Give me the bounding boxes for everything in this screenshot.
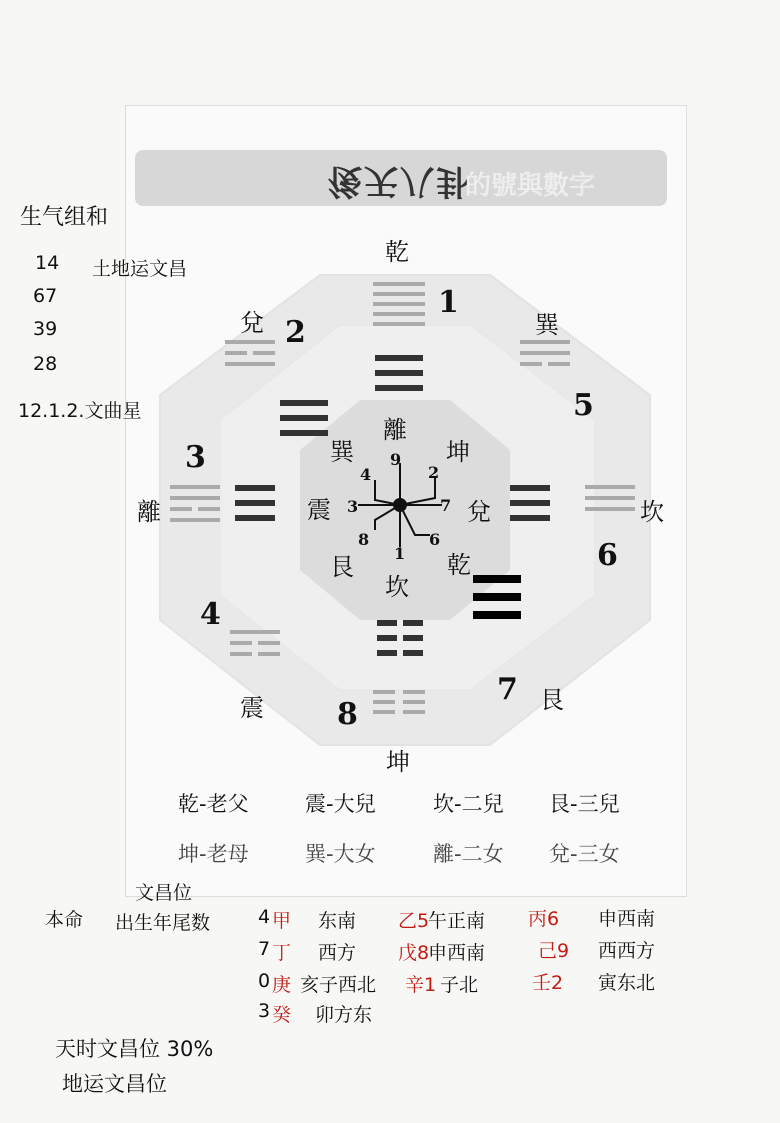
note-line: 12.1.2.文曲星 — [18, 400, 142, 422]
label-qian-inner: 乾 — [447, 551, 471, 579]
center-number-4: 4 — [360, 465, 372, 484]
title-ghost: 的號與數字 — [465, 171, 596, 201]
note-row-n2: 戊8 — [398, 942, 430, 964]
note-row-n3: 壬2 — [532, 972, 564, 994]
label-zhen-inner: 震 — [307, 496, 331, 524]
note-line: 67 — [33, 285, 58, 307]
page-title: 後天八卦 — [328, 161, 472, 201]
bold-qian-symbol — [473, 575, 521, 619]
note-row-n3: 己9 — [538, 940, 570, 962]
center-number-1: 1 — [394, 544, 406, 563]
label-li-outer: 離 — [137, 498, 161, 526]
family-role: 兌-三女 — [549, 842, 620, 866]
note-row-dir2: 午正南 — [428, 910, 486, 932]
label-gen-outer: 艮 — [540, 686, 564, 714]
outer-number-6: 6 — [597, 538, 618, 573]
bagua-diagram — [125, 230, 685, 790]
note-row-dir: 亥子西北 — [300, 974, 377, 996]
note-footer: 地运文昌位 — [62, 1072, 167, 1096]
note-heading: 生气组和 — [20, 205, 109, 230]
label-kun-inner: 坤 — [446, 438, 470, 466]
outer-number-8: 8 — [337, 697, 358, 732]
family-role: 離-二女 — [433, 842, 504, 866]
note-row-n: 4 — [258, 906, 271, 928]
label-kan-inner: 坎 — [385, 573, 409, 601]
note-chusheng: 出生年尾数 — [115, 912, 211, 934]
note-row-n: 3 — [258, 1000, 271, 1022]
family-role: 巽-大女 — [305, 842, 376, 866]
label-kan-outer: 坎 — [640, 498, 664, 526]
outer-number-7: 7 — [497, 672, 518, 707]
note-row-stem: 庚 — [272, 974, 292, 996]
label-qian-outer: 乾 — [385, 238, 409, 266]
note-row-dir3: 西西方 — [598, 940, 656, 962]
note-row-n3: 丙6 — [528, 908, 560, 930]
outer-number-3: 3 — [185, 440, 206, 475]
note-row-dir: 卯方东 — [315, 1004, 373, 1026]
center-number-8: 8 — [358, 530, 370, 549]
note-wenchang: 文昌位 — [135, 882, 193, 904]
center-number-2: 2 — [428, 463, 440, 482]
family-role: 坤-老母 — [178, 842, 249, 866]
center-number-6: 6 — [429, 530, 441, 549]
note-row-stem: 甲 — [272, 910, 292, 932]
note-row-dir3: 申西南 — [598, 908, 656, 930]
label-xun-outer: 巽 — [535, 311, 559, 339]
note-row-n: 7 — [258, 938, 271, 960]
note-benming: 本命 — [45, 909, 84, 931]
label-xun-inner: 巽 — [330, 438, 354, 466]
outer-number-5: 5 — [573, 388, 594, 423]
note-row-dir2: 申西南 — [428, 942, 486, 964]
label-gen-inner: 艮 — [330, 553, 354, 581]
family-role: 乾-老父 — [178, 792, 249, 816]
note-line: 39 — [33, 318, 58, 340]
center-number-3: 3 — [347, 497, 359, 516]
center-number-7: 7 — [440, 496, 452, 515]
note-line: 土地运文昌 — [92, 258, 188, 280]
family-role: 震-大兒 — [305, 792, 376, 816]
family-role: 坎-二兒 — [433, 792, 504, 816]
note-row-stem: 癸 — [272, 1004, 292, 1026]
note-row-n: 0 — [258, 970, 271, 992]
center-star — [393, 498, 407, 512]
note-footer: 天时文昌位 30% — [55, 1037, 214, 1061]
label-li-inner: 離 — [383, 416, 407, 444]
note-row-n2: 辛1 — [405, 974, 437, 996]
label-dui-outer: 兌 — [240, 309, 264, 337]
label-dui-inner: 兌 — [467, 498, 491, 526]
note-row-stem: 丁 — [272, 942, 292, 964]
note-line: 14 — [35, 252, 60, 274]
outer-number-2: 2 — [285, 315, 306, 350]
note-row-dir: 西方 — [318, 942, 357, 964]
outer-number-4: 4 — [200, 597, 221, 632]
note-row-dir3: 寅东北 — [598, 972, 656, 994]
note-line: 28 — [33, 353, 58, 375]
center-number-9: 9 — [390, 450, 402, 469]
note-row-n2: 乙5 — [398, 910, 430, 932]
label-zhen-outer: 震 — [240, 694, 264, 722]
label-kun-outer: 坤 — [386, 748, 410, 776]
family-role: 艮-三兒 — [549, 792, 620, 816]
note-row-dir2: 子北 — [440, 974, 479, 996]
outer-number-1: 1 — [438, 285, 459, 320]
note-row-dir: 东南 — [318, 910, 357, 932]
